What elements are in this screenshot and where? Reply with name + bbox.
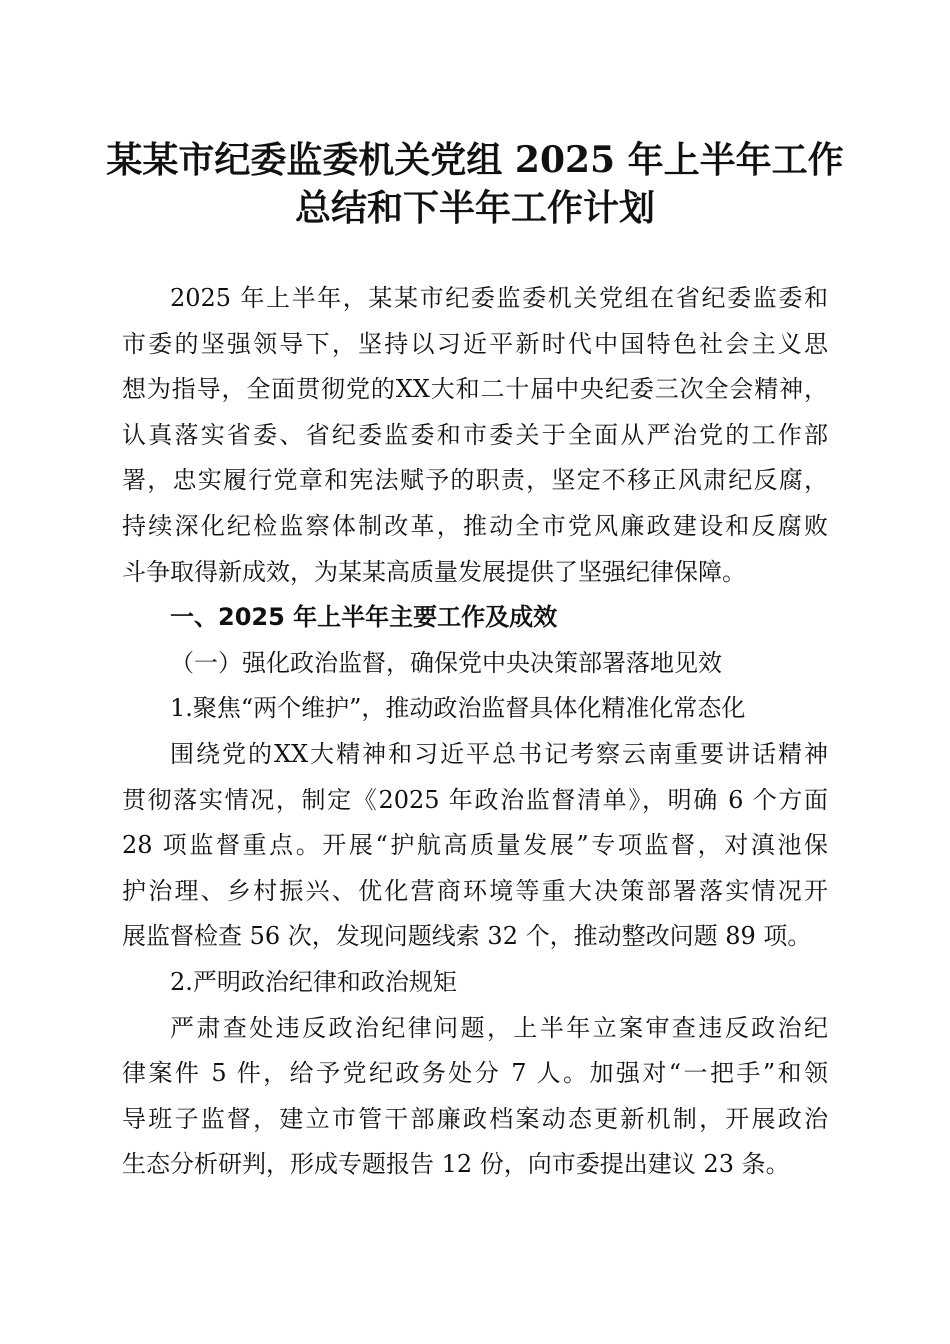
document-title-line-2: 总结和下半年工作计划 — [294, 187, 655, 229]
intro-paragraph-line: 斗争取得新成效，为某某高质量发展提供了坚强纪律保障。 — [122, 557, 746, 586]
intro-paragraph-line: 市委的坚强领导下，坚持以习近平新时代中国特色社会主义思 — [122, 329, 828, 358]
item-paragraph-line: 导班子监督，建立市管干部廉政档案动态更新机制，开展政治 — [122, 1104, 828, 1133]
item-heading: 2.严明政治纪律和政治规矩 — [170, 967, 457, 996]
item-paragraph-line: 律案件 5 件，给予党纪政务处分 7 人。加强对“一把手”和领 — [122, 1059, 828, 1088]
item-paragraph-line: 生态分析研判，形成专题报告 12 份，向市委提出建议 23 条。 — [122, 1150, 790, 1179]
document-title-line-1: 某某市纪委监委机关党组 2025 年上半年工作 — [106, 139, 844, 181]
intro-paragraph-line: 2025 年上半年，某某市纪委监委机关党组在省纪委监委和 — [170, 284, 828, 312]
item-paragraph-line: 护治理、乡村振兴、优化营商环境等重大决策部署落实情况开 — [122, 876, 828, 905]
item-paragraph-line: 围绕党的XX大精神和习近平总书记考察云南重要讲话精神 — [170, 739, 828, 768]
intro-paragraph-line: 署，忠实履行党章和宪法赋予的职责，坚定不移正风肃纪反腐， — [122, 466, 828, 495]
item-paragraph-line: 展监督检查 56 次，发现问题线索 32 个，推动整改问题 89 项。 — [122, 922, 812, 951]
item-paragraph-line: 贯彻落实情况，制定《2025 年政治监督清单》，明确 6 个方面 — [122, 785, 828, 814]
item-heading: 1.聚焦“两个维护”，推动政治监督具体化精准化常态化 — [170, 694, 746, 723]
document-body — [122, 276, 828, 1188]
intro-paragraph-line: 持续深化纪检监察体制改革，推动全市党风廉政建设和反腐败 — [122, 511, 828, 540]
item-paragraph-line: 严肃查处违反政治纪律问题，上半年立案审查违反政治纪 — [170, 1013, 828, 1042]
intro-paragraph-line: 想为指导，全面贯彻党的XX大和二十届中央纪委三次全会精神， — [122, 375, 828, 404]
subsection-heading: （一）强化政治监督，确保党中央决策部署落地见效 — [170, 648, 722, 677]
section-heading: 一、2025 年上半年主要工作及成效 — [170, 603, 558, 632]
item-paragraph-line: 28 项监督重点。开展“护航高质量发展”专项监督，对滇池保 — [122, 831, 828, 860]
intro-paragraph-line: 认真落实省委、省纪委监委和市委关于全面从严治党的工作部 — [122, 420, 828, 449]
